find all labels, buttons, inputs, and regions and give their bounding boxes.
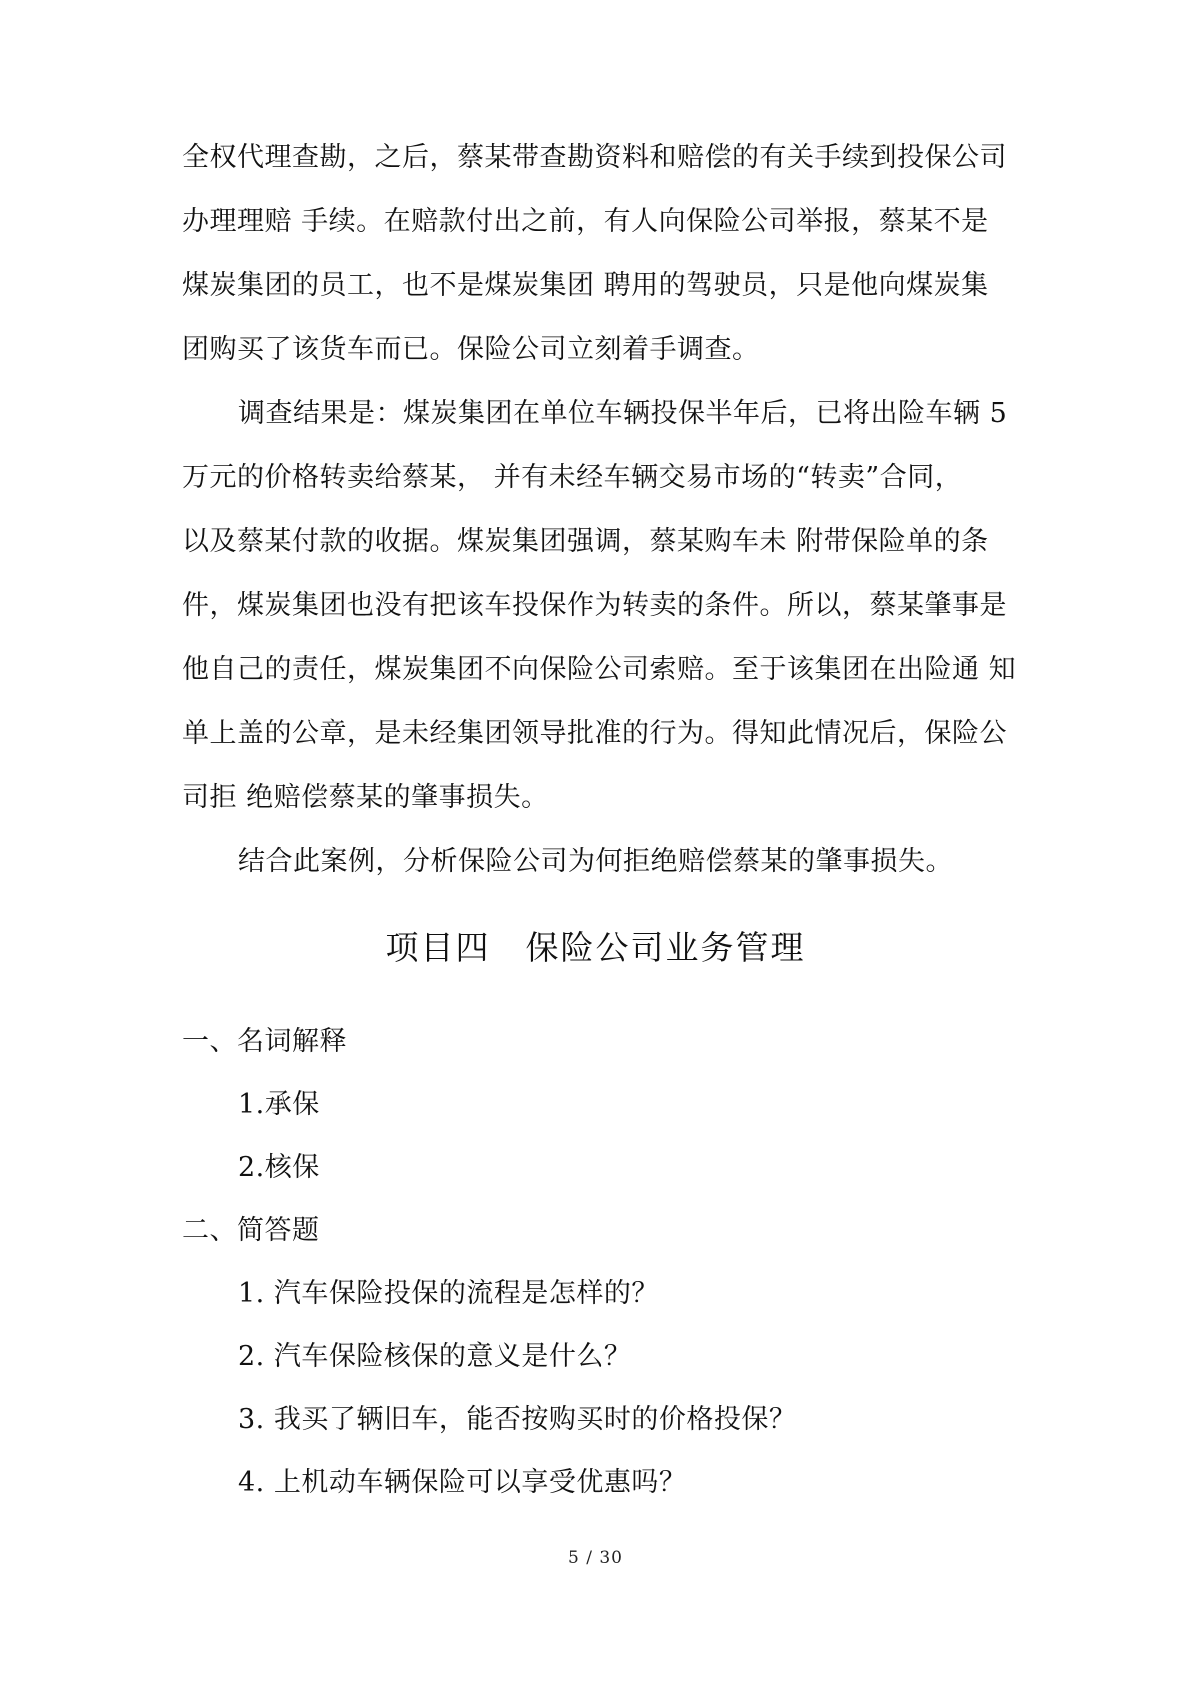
case-line: 他自己的责任，煤炭集团不向保险公司索赔。至于该集团在出险通 知 — [182, 654, 1017, 685]
case-line: 煤炭集团的员工，也不是煤炭集团 聘用的驾驶员，只是他向煤炭集 — [182, 270, 989, 301]
terms-section — [182, 1010, 1022, 1514]
case-paragraphs — [182, 126, 1022, 894]
case-line: 万元的价格转卖给蔡某， 并有未经车辆交易市场的“转卖”合同， — [182, 462, 963, 493]
case-question: 结合此案例，分析保险公司为何拒绝赔偿蔡某的肇事损失。 — [238, 846, 953, 877]
case-line: 全权代理查勘，之后，蔡某带查勘资料和赔偿的有关手续到投保公司 — [182, 142, 1007, 173]
case-line: 司拒 绝赔偿蔡某的肇事损失。 — [182, 782, 549, 813]
term-item: 2.核保 — [238, 1152, 320, 1183]
page-number: 5 / 30 — [568, 1548, 623, 1568]
term-item: 1.承保 — [238, 1089, 320, 1120]
case-line: 件，煤炭集团也没有把该车投保作为转卖的条件。所以，蔡某肇事是 — [182, 590, 1007, 621]
case-line: 以及蔡某付款的收据。煤炭集团强调，蔡某购车未 附带保险单的条 — [182, 526, 989, 557]
question-item: 4. 上机动车辆保险可以享受优惠吗？ — [238, 1467, 687, 1498]
case-line: 单上盖的公章，是未经集团领导批准的行为。得知此情况后，保险公 — [182, 718, 1007, 749]
question-item: 2. 汽车保险核保的意义是什么？ — [238, 1341, 632, 1372]
short-answer-heading: 二、简答题 — [182, 1215, 320, 1246]
section-title: 项目四 保险公司业务管理 — [385, 928, 806, 967]
case-line: 团购买了该货车而已。保险公司立刻着手调查。 — [182, 334, 760, 365]
question-item: 3. 我买了辆旧车，能否按购买时的价格投保？ — [238, 1404, 797, 1435]
case-line: 调查结果是：煤炭集团在单位车辆投保半年后，已将出险车辆 5 — [238, 398, 1008, 429]
question-item: 1. 汽车保险投保的流程是怎样的？ — [238, 1278, 659, 1309]
terms-heading: 一、名词解释 — [182, 1026, 347, 1057]
case-line: 办理理赔 手续。在赔款付出之前，有人向保险公司举报，蔡某不是 — [182, 206, 989, 237]
